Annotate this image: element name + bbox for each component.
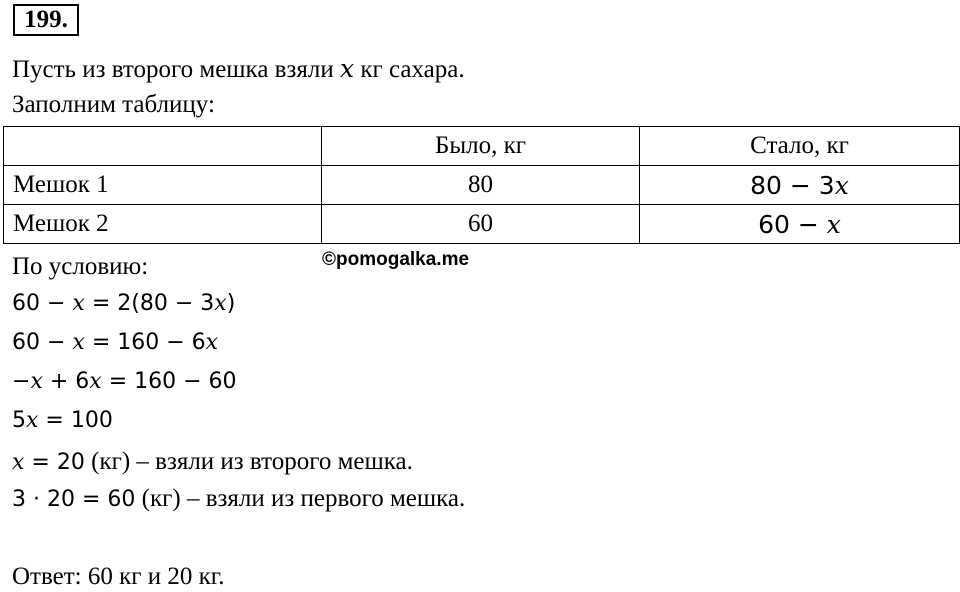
intro-text-start: Пусть из второго мешка взяли xyxy=(12,56,340,83)
eq-var: x xyxy=(72,291,85,316)
answer: Ответ: 60 кг и 20 кг. xyxy=(12,563,225,590)
eq-var: x xyxy=(72,330,85,355)
eq-var: x xyxy=(30,369,43,394)
eq-note: (кг) – взяли из первого мешка. xyxy=(135,485,466,512)
eq-part: 60 − xyxy=(12,291,73,316)
eq-part: 5 xyxy=(12,408,26,433)
eq-var: x xyxy=(214,291,227,316)
table-header-empty xyxy=(4,127,322,166)
intro-line xyxy=(12,54,465,85)
eq-part: ) xyxy=(226,291,236,316)
condition-label: По условию: xyxy=(12,253,149,280)
equation-4 xyxy=(12,406,113,436)
eq-var: x xyxy=(12,450,25,475)
problem-number: 199. xyxy=(13,4,79,36)
eq-part: 60 − xyxy=(12,330,73,355)
equation-3 xyxy=(12,367,237,397)
row-label: Мешок 1 xyxy=(4,166,322,205)
row-now xyxy=(640,166,960,205)
table-row xyxy=(4,166,960,205)
eq-part: = 100 xyxy=(38,408,113,433)
table-row xyxy=(4,205,960,244)
row-now-prefix: 60 − xyxy=(758,209,827,239)
eq-note: (кг) – взяли из второго мешка. xyxy=(84,448,413,475)
table-intro: Заполним таблицу: xyxy=(12,91,215,118)
row-label: Мешок 2 xyxy=(4,205,322,244)
row-now-var: x xyxy=(826,209,841,239)
eq-part: + 6 xyxy=(42,369,90,394)
equation-6 xyxy=(12,484,465,515)
row-now-var: x xyxy=(834,170,849,200)
watermark: ©pomogalka.me xyxy=(322,249,470,270)
eq-part: 3 · 20 = 60 xyxy=(12,487,136,512)
row-was: 60 xyxy=(322,205,640,244)
table-header-was: Было, кг xyxy=(322,127,640,166)
row-was: 80 xyxy=(322,166,640,205)
data-table xyxy=(3,126,960,244)
equation-5 xyxy=(12,447,413,478)
eq-part: = 2(80 − 3 xyxy=(84,291,215,316)
equation-2 xyxy=(12,328,218,358)
intro-variable: x xyxy=(339,54,355,83)
eq-part: = 160 − 6 xyxy=(84,330,206,355)
eq-var: x xyxy=(205,330,219,355)
intro-text-end: кг сахара. xyxy=(354,56,465,83)
row-now-prefix: 80 − 3 xyxy=(750,170,835,200)
equation-1 xyxy=(12,289,235,319)
eq-var: x xyxy=(26,408,39,433)
table-header-now: Стало, кг xyxy=(640,127,960,166)
eq-part: − xyxy=(12,369,31,394)
row-now xyxy=(640,205,960,244)
eq-part: = 20 xyxy=(24,450,85,475)
eq-part: = 160 − 60 xyxy=(101,369,237,394)
eq-var: x xyxy=(89,369,102,394)
table-header-row xyxy=(4,127,960,166)
